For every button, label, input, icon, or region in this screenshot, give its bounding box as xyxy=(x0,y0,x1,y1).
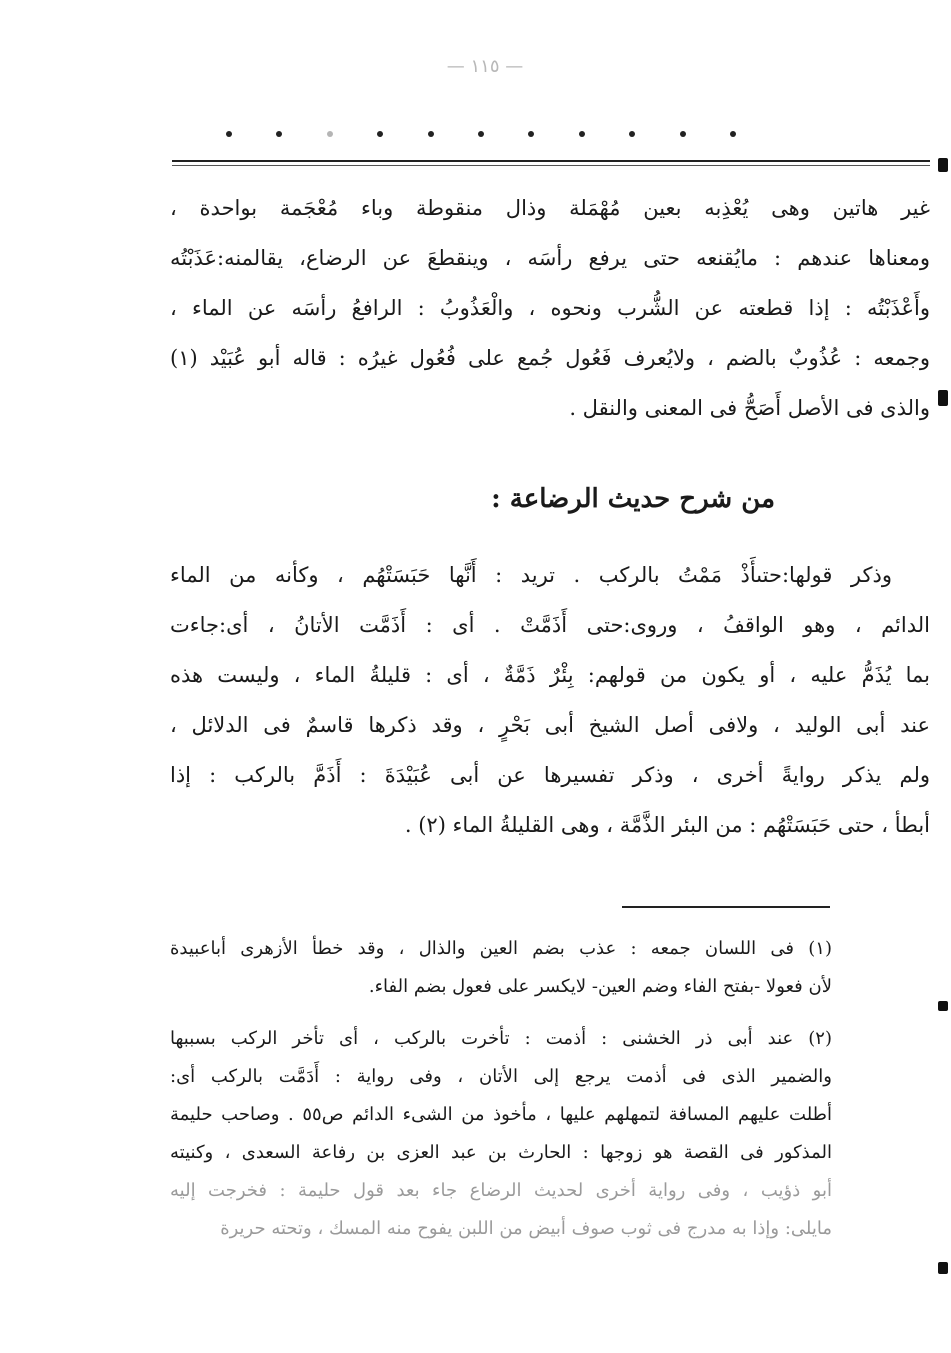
text-line: غير هاتين وهى يُعْذِبه بعين مُهْمَلة وذال منقوطة وباء مُعْجَمة بواحدة ، xyxy=(170,196,930,220)
text-line: عند أبى الوليد ، ولافى أصل الشيخ أبى بَحْرٍ ، وقد ذكرها قاسمٌ فى الدلائل ، xyxy=(170,713,930,737)
page-number: — ١١٥ — xyxy=(446,56,524,77)
ornament-dot xyxy=(428,131,434,137)
footnote-2 xyxy=(170,1020,832,1248)
scan-edge-mark xyxy=(938,1001,948,1011)
paragraph-continuation xyxy=(170,183,930,433)
ornament-dot xyxy=(528,131,534,137)
scan-edge-mark xyxy=(938,390,948,406)
paragraph-section xyxy=(170,550,930,850)
ornament-dot xyxy=(730,131,736,137)
scan-edge-mark xyxy=(938,158,948,172)
scan-edge-mark xyxy=(938,1262,948,1274)
text-line: وجمعه : عُذُوبٌ بالضم ، ولايُعرف فَعُول جُمع على فُعُول غيرُه : قاله أبو عُبَيْد (١) xyxy=(170,346,930,370)
text-line: الدائم ، وهو الواقفُ ، وروى:حتى أَذَمَّتْ . أى : أَذَمَّت الأتانُ ، أى:جاءت xyxy=(170,613,930,637)
text-line: ومعناها عندهم : مايُقنعه حتى يرفع رأسَه ، وينقطعَ عن الرضاع، يقالمنه:عَذَبْتُه xyxy=(170,246,930,270)
footnote-line: لأن فعولا -بفتح الفاء وضم العين- لايكسر على فعول بضم الفاء. xyxy=(368,976,832,997)
text-line: أبطأ ، حتى حَبَسَتْهُم : من البئر الذَّمَّة ، وهى القليلةُ الماء (٢) . xyxy=(404,813,930,837)
ornament-dot xyxy=(478,131,484,137)
ornament-dot xyxy=(327,131,333,137)
footnote-line: أبو ذؤيب ، وفى رواية أخرى لحديث الرضاع جاء بعد قول حليمة : فخرجت إليه xyxy=(170,1180,832,1201)
ornament-dots xyxy=(226,124,736,144)
footnote-line: المذكور فى القصة هو زوجها : الحارث بن عبد العزى بن رفاعة السعدى ، وكنيته xyxy=(170,1142,832,1163)
footnote-1 xyxy=(170,930,832,1006)
ornament-dot xyxy=(579,131,585,137)
section-heading: من شرح حديث الرضاعة : xyxy=(491,484,775,514)
footnote-rule xyxy=(622,906,830,908)
footnote-line: مايلى: وإذا به مدرج فى ثوب صوف أبيض من اللبن يفوح منه المسك ، وتحته حريرة xyxy=(220,1218,832,1239)
footnote-line: (١) فى اللسان جمعه : عذب بضم العين والذال ، وقد خطأ الأزهرى أباعبيدة xyxy=(170,938,832,959)
footnote-line: (٢) عند أبى ذر الخشنى : أذمت : تأخرت بالركب ، أى تأخر الركب بسببها xyxy=(170,1028,832,1049)
text-line: ولم يذكر روايةً أخرى ، وذكر تفسيرها عن أبى عُبَيْدَةَ : أَذَمَّ بالركب : إذا xyxy=(170,763,930,787)
text-line: بما يُذَمُّ عليه ، أو يكون من قولهم: بِئْرٌ ذَمَّةٌ ، أى : قليلةُ الماء ، وليست هذه xyxy=(170,663,930,687)
header-rule-thin xyxy=(172,165,930,166)
footnote-line: والضمير الذى فى أذمت يرجع إلى الأتان ، وفى رواية : أَدَمَّت بالركب أى: xyxy=(170,1066,832,1087)
ornament-dot xyxy=(629,131,635,137)
text-line: والذى فى الأصل أَصَحُّ فى المعنى والنقل . xyxy=(569,396,930,420)
ornament-dot xyxy=(226,131,232,137)
text-line: وأَعْذَبْتُه : إذا قطعته عن الشُّرب ونحوه ، والْعَذُوبُ : الرافعُ رأسَه عن الماء ، xyxy=(170,296,930,320)
footnote-line: أطلت عليهم المسافة لتمهلهم عليها ، مأخوذ من الشىء الدائم ص٥٥ . وصاحب حليمة xyxy=(170,1104,832,1125)
ornament-dot xyxy=(276,131,282,137)
ornament-dot xyxy=(377,131,383,137)
header-rule xyxy=(172,160,930,162)
ornament-dot xyxy=(680,131,686,137)
text-line: وذكر قولها:حتىأَذْ مَمْتُ بالركب . تريد : أَنَّها حَبَسَتْهُم ، وكأنه من الماء xyxy=(170,563,892,587)
